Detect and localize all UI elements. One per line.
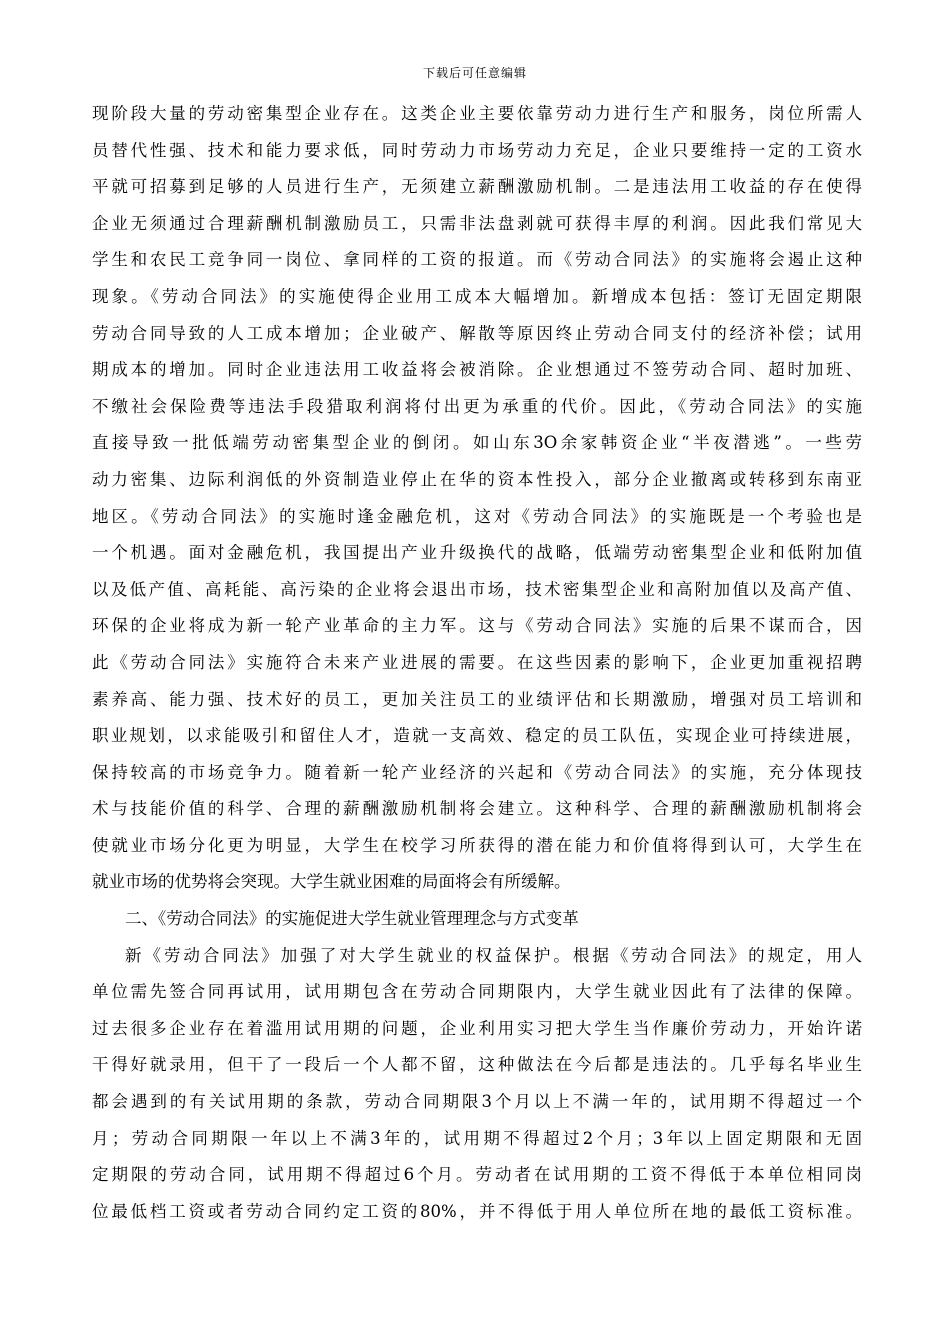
text-line: 月；劳动合同期限一年以上不满3年的，试用期不得超过2个月；3年以上固定期限和无固 xyxy=(92,1128,862,1148)
document-body xyxy=(92,96,862,1230)
text-line: 就业市场的优势将会突现。大学生就业困难的局面将会有所缓解。 xyxy=(92,872,571,892)
text-line: 企业无须通过合理薪酬机制激励员工，只需非法盘剥就可获得丰厚的利润。因此我们常见大 xyxy=(92,213,862,233)
text-line: 现象。《劳动合同法》的实施使得企业用工成本大幅增加。新增成本包括：签订无固定期限 xyxy=(92,286,862,306)
text-line: 学生和农民工竞争同一岗位、拿同样的工资的报道。而《劳动合同法》的实施将会遏止这种 xyxy=(92,250,862,270)
text-line: 都会遇到的有关试用期的条款，劳动合同期限3个月以上不满一年的，试用期不得超过一个 xyxy=(92,1092,862,1112)
text-line: 劳动合同导致的人工成本增加；企业破产、解散等原因终止劳动合同支付的经济补偿；试用 xyxy=(92,323,862,343)
text-line: 定期限的劳动合同，试用期不得超过6个月。劳动者在试用期的工资不得低于本单位相同岗 xyxy=(92,1165,862,1185)
page-header: 下载后可任意编辑 xyxy=(422,66,527,80)
text-line: 以及低产值、高耗能、高污染的企业将会退出市场，技术密集型企业和高附加值以及高产值、 xyxy=(92,579,862,599)
text-line: 新《劳动合同法》加强了对大学生就业的权益保护。根据《劳动合同法》的规定，用人 xyxy=(125,945,862,965)
text-line: 现阶段大量的劳动密集型企业存在。这类企业主要依靠劳动力进行生产和服务，岗位所需人 xyxy=(92,104,862,123)
text-line: 环保的企业将成为新一轮产业革命的主力军。这与《劳动合同法》实施的后果不谋而合，因 xyxy=(92,616,862,636)
text-line: 一个机遇。面对金融危机，我国提出产业升级换代的战略，低端劳动密集型企业和低附加值 xyxy=(92,543,862,563)
text-line: 干得好就录用，但干了一段后一个人都不留，这种做法在今后都是违法的。几乎每名毕业生 xyxy=(92,1055,862,1075)
text-line: 单位需先签合同再试用，试用期包含在劳动合同期限内，大学生就业因此有了法律的保障。 xyxy=(92,982,862,1002)
text-line: 动力密集、边际利润低的外资制造业停止在华的资本性投入，部分企业撤离或转移到东南亚 xyxy=(92,469,862,489)
text-line: 术与技能价值的科学、合理的薪酬激励机制将会建立。这种科学、合理的薪酬激励机制将会 xyxy=(92,799,862,819)
text-line: 员替代性强、技术和能力要求低，同时劳动力市场劳动力充足，企业只要维持一定的工资水 xyxy=(92,140,862,160)
text-line: 过去很多企业存在着滥用试用期的问题，企业利用实习把大学生当作廉价劳动力，开始许诺 xyxy=(92,1018,862,1038)
text-line: 直接导致一批低端劳动密集型企业的倒闭。如山东3O余家韩资企业“半夜潜逃”。一些劳 xyxy=(92,433,862,453)
text-line: 不缴社会保险费等违法手段猎取利润将付出更为承重的代价。因此，《劳动合同法》的实施 xyxy=(92,396,862,416)
text-line: 使就业市场分化更为明显，大学生在校学习所获得的潜在能力和价值将得到认可，大学生在 xyxy=(92,835,862,855)
text-line: 平就可招募到足够的人员进行生产，无须建立薪酬激励机制。二是违法用工收益的存在使得 xyxy=(92,177,862,197)
text-line: 素养高、能力强、技术好的员工，更加关注员工的业绩评估和长期激励，增强对员工培训和 xyxy=(92,689,862,709)
text-line: 保持较高的市场竞争力。随着新一轮产业经济的兴起和《劳动合同法》的实施，充分体现技 xyxy=(92,762,862,782)
text-line: 职业规划，以求能吸引和留住人才，造就一支高效、稳定的员工队伍，实现企业可持续进展， xyxy=(92,726,862,746)
section-heading: 二、《劳动合同法》的实施促进大学生就业管理理念与方式变革 xyxy=(125,909,579,929)
text-line: 位最低档工资或者劳动合同约定工资的80%，并不得低于用人单位所在地的最低工资标准。 xyxy=(92,1201,862,1221)
text-line: 此《劳动合同法》实施符合未来产业进展的需要。在这些因素的影响下，企业更加重视招聘 xyxy=(92,652,862,672)
text-line: 期成本的增加。同时企业违法用工收益将会被消除。企业想通过不签劳动合同、超时加班、 xyxy=(92,360,862,380)
text-line: 地区。《劳动合同法》的实施时逢金融危机，这对《劳动合同法》的实施既是一个考验也是 xyxy=(92,506,862,526)
